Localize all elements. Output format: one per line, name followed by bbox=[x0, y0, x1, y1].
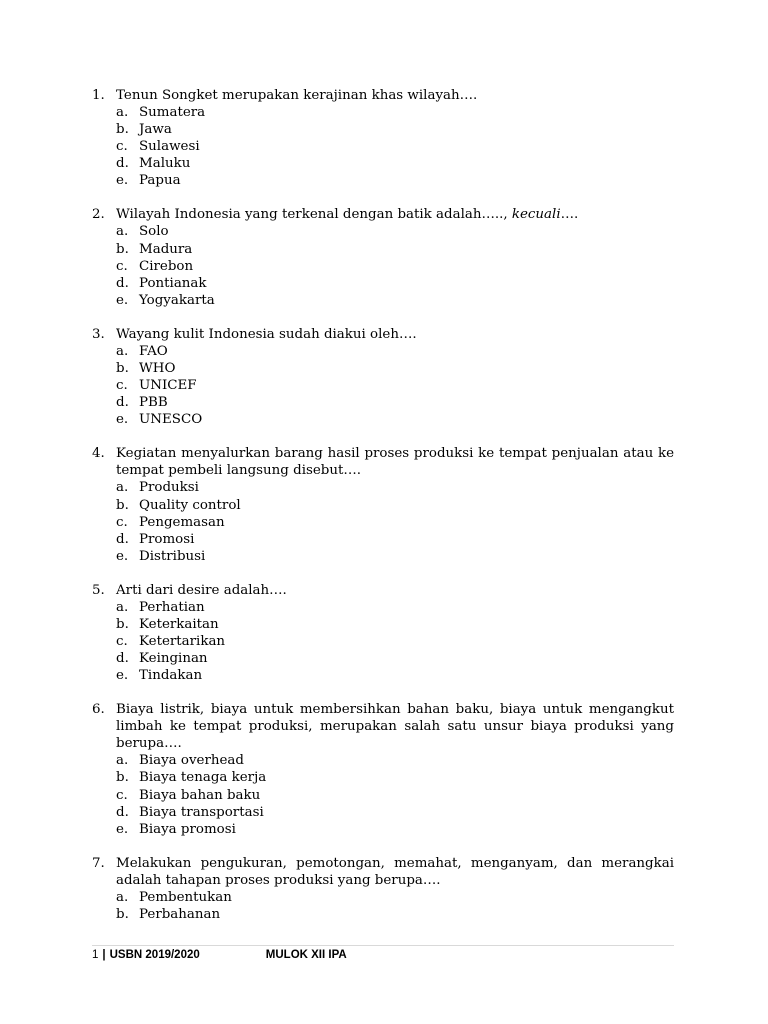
question-number: 3. bbox=[92, 326, 105, 342]
question-1 bbox=[92, 87, 674, 189]
question-number: 5. bbox=[92, 582, 105, 598]
option-c: c. Sulawesi bbox=[116, 139, 200, 155]
question-number: 7. bbox=[92, 855, 105, 871]
option-c: c. UNICEF bbox=[116, 378, 197, 394]
option-c: c. Biaya bahan baku bbox=[116, 787, 261, 803]
option-e: e. Distribusi bbox=[116, 548, 206, 564]
option-list bbox=[116, 343, 674, 428]
page-footer bbox=[92, 945, 674, 961]
option-list bbox=[116, 479, 674, 564]
option-b: b. WHO bbox=[116, 361, 176, 377]
question-6 bbox=[92, 701, 674, 837]
option-b: b. Keterkaitan bbox=[116, 616, 219, 632]
option-d: d. Maluku bbox=[116, 156, 191, 172]
question-text: Biaya listrik, biaya untuk membersihkan bahan baku, biaya untuk mengangkut limbah ke tempat produksi, merupakan salah satu unsur biaya produksi yang berupa…. bbox=[116, 702, 674, 752]
option-e: e. Tindakan bbox=[116, 668, 203, 684]
question-emphasis: kecuali bbox=[511, 207, 561, 223]
option-a: a. Produksi bbox=[116, 480, 199, 496]
question-text: Kegiatan menyalurkan barang hasil proses produksi ke tempat penjualan atau ke tempat pembeli langsung disebut…. bbox=[116, 446, 674, 479]
option-list bbox=[116, 752, 674, 837]
question-5 bbox=[92, 582, 674, 684]
question-7 bbox=[92, 855, 674, 923]
option-a: a. Biaya overhead bbox=[116, 753, 244, 769]
option-d: d. PBB bbox=[116, 395, 168, 411]
option-a: a. Pembentukan bbox=[116, 889, 232, 905]
option-e: e. Biaya promosi bbox=[116, 821, 236, 837]
option-e: e. UNESCO bbox=[116, 412, 203, 428]
question-text: Arti dari desire adalah…. bbox=[116, 582, 287, 598]
option-c: c. Ketertarikan bbox=[116, 634, 226, 650]
question-number: 1. bbox=[92, 88, 105, 103]
question-4 bbox=[92, 445, 674, 564]
question-number: 4. bbox=[92, 446, 105, 462]
option-a: a. FAO bbox=[116, 343, 168, 359]
footer-separator: | bbox=[102, 949, 106, 961]
option-b: b. Jawa bbox=[116, 122, 172, 138]
option-d: d. Biaya transportasi bbox=[116, 804, 264, 820]
option-c: c. Cirebon bbox=[116, 258, 194, 274]
option-b: b. Biaya tenaga kerja bbox=[116, 770, 267, 786]
option-b: b. Perbahanan bbox=[116, 906, 221, 922]
option-e: e. Papua bbox=[116, 173, 181, 189]
option-d: d. Keinginan bbox=[116, 651, 208, 667]
question-number: 2. bbox=[92, 207, 105, 223]
question-number: 6. bbox=[92, 702, 105, 718]
question-text: Wayang kulit Indonesia sudah diakui oleh…. bbox=[116, 326, 417, 342]
option-a: a. Solo bbox=[116, 224, 169, 240]
question-list bbox=[92, 87, 674, 940]
option-list bbox=[116, 599, 674, 684]
option-list bbox=[116, 223, 674, 308]
option-list bbox=[116, 104, 674, 189]
question-3 bbox=[92, 326, 674, 428]
question-2 bbox=[92, 206, 674, 308]
option-d: d. Pontianak bbox=[116, 275, 207, 291]
question-text: Wilayah Indonesia yang terkenal dengan batik adalah….., kecuali…. bbox=[116, 207, 579, 223]
exam-title: USBN 2019/2020 bbox=[109, 949, 200, 961]
option-a: a. Sumatera bbox=[116, 105, 206, 120]
option-list bbox=[116, 889, 674, 923]
subject-title: MULOK XII IPA bbox=[265, 949, 347, 961]
question-text: Melakukan pengukuran, pemotongan, memahat, menganyam, dan merangkai adalah tahapan proses produksi yang berupa…. bbox=[116, 855, 674, 888]
option-b: b. Quality control bbox=[116, 497, 241, 513]
option-c: c. Pengemasan bbox=[116, 514, 225, 530]
option-d: d. Promosi bbox=[116, 531, 195, 547]
option-a: a. Perhatian bbox=[116, 599, 205, 615]
option-e: e. Yogyakarta bbox=[116, 292, 215, 308]
question-text: Tenun Songket merupakan kerajinan khas wilayah…. bbox=[116, 88, 478, 103]
option-b: b. Madura bbox=[116, 241, 193, 257]
page-number: 1 bbox=[92, 949, 99, 961]
